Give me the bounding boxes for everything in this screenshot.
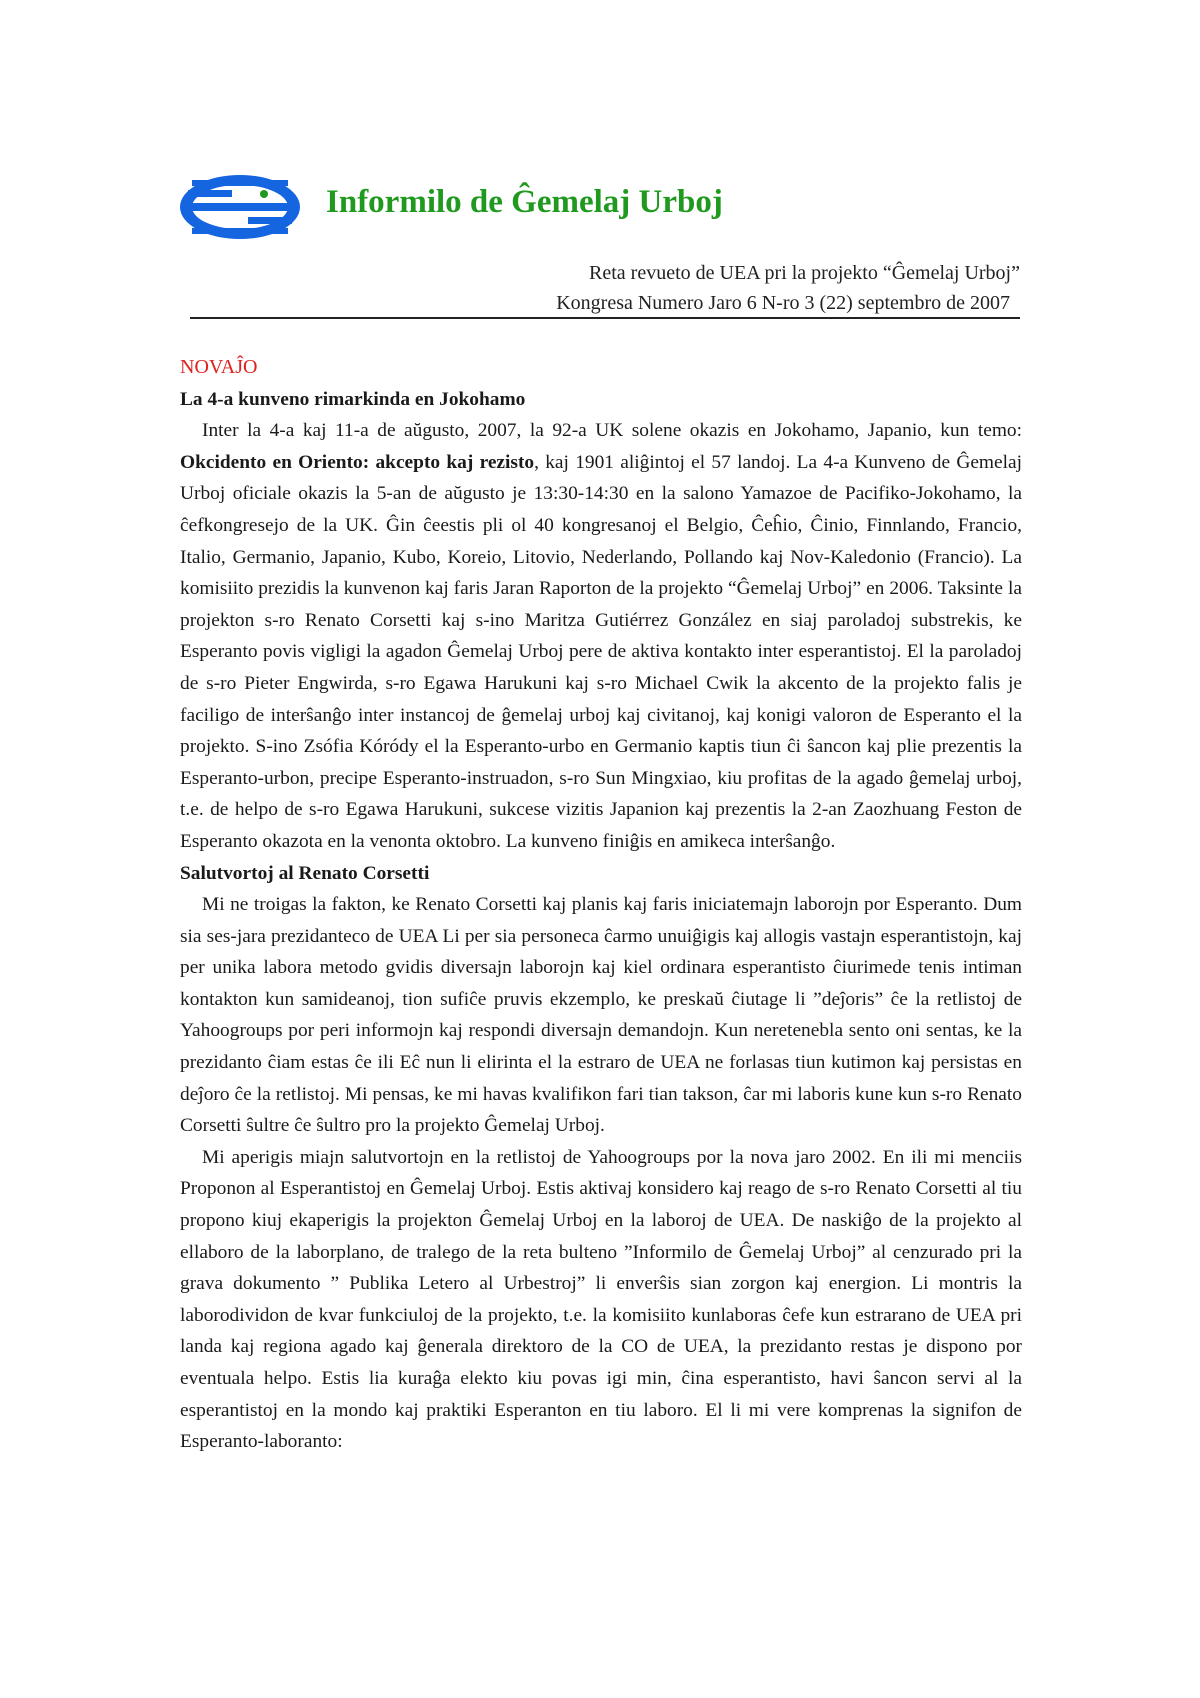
- paragraph-1-intro: Inter la 4-a kaj 11-a de aŭgusto, 2007, la 92-a UK solene okazis en Jokohamo, Japanio, kun temo:: [202, 420, 1022, 442]
- paragraph-2: Mi ne troigas la fakton, ke Renato Corsetti kaj planis kaj faris iniciatemajn laborojn por Esperanto. Dum sia ses-jara prezidanteco de UEA Li per sia personeca ĉarmo unuiĝigis kaj allogis vastajn esperantistojn, kaj per unika labora metodo gvidis diversajn laborojn kaj kiel ordinara esperantisto ĉiurimede tenis intiman kontakton kun samideanoj, tion sufiĉe pruvis ekzemplo, ke preskaŭ ĉiutage li ”deĵoris” ĉe la retlistoj de Yahoogroups por peri informojn kaj respondi diversajn demandojn. Kun neretenebla sento oni sentas, ke la prezidanto ĉiam estas ĉe ili Eĉ nun li elirinta el la estraro de UEA ne forlasas tiun kutimon kaj persistas en deĵoro ĉe la retlistoj. Mi pensas, ke mi havas kvalifikon fari tian takson, ĉar mi laboris kune kun s-ro Renato Corsetti ŝultre ĉe ŝultro pro la projekto Ĝemelaj Urboj.: [180, 894, 1022, 1137]
- paragraph-1-rest: , kaj 1901 aliĝintoj el 57 landoj. La 4-a Kunveno de Ĝemelaj Urboj oficiale okazis la 5-an de aŭgusto je 13:30-14:30 en la salono Yamazoe de Pacifiko-Jokohamo, la ĉefkongresejo de la UK. Ĝin ĉeestis pli ol 40 kongresanoj el Belgio, Ĉeĥio, Ĉinio, Finnlando, Francio, Italio, Germanio, Japanio, Kubo, Koreio, Litovio, Nederlando, Pollando kaj Nov-Kaledonio (Francio). La komisiito prezidis la kunvenon kaj faris Jaran Raporton de la projekto “Ĝemelaj Urboj” en 2006. Taksinte la projekton s-ro Renato Corsetti kaj s-ino Maritza Gutiérrez González en siaj paroladoj substrekis, ke Esperanto povis vigligi la agadon Ĝemelaj Urboj pere de aktiva kontakto inter esperantistoj. El la paroladoj de s-ro Pieter Engwirda, s-ro Egawa Harukuni kaj s-ro Michael Cwik la akcento de la projekto falis je faciligo de interŝanĝo inter instancoj de ĝemelaj urboj kaj civitanoj, kaj konigi valoron de Esperanto el la projekto. S-ino Zsófia Kóródy el la Esperanto-urbo en Germanio kaptis tiun ĉi ŝancon kaj plie prezentis la Esperanto-urbon, precipe Esperanto-instruadon, s-ro Sun Mingxiao, kiu profitas de la agado ĝemelaj urboj, t.e. de helpo de s-ro Egawa Harukuni, sukcese vizitis Japanion kaj prezentis la 2-an Zaozhuang Feston de Esperanto okazota en la venonta oktobro. La kunveno finiĝis en amikeca interŝanĝo.: [180, 451, 1023, 852]
- issue-info: Kongresa Numero Jaro 6 N-ro 3 (22) septembro de 2007: [556, 292, 1010, 314]
- header-divider: [190, 317, 1020, 319]
- congress-theme: Okcidento en Oriento: akcepto kaj rezisto: [180, 451, 535, 473]
- article-heading-1: La 4-a kunveno rimarkinda en Jokohamo: [180, 388, 526, 410]
- newsletter-title: Informilo de Ĝemelaj Urboj: [326, 184, 723, 220]
- masthead: [178, 172, 1038, 242]
- paragraph-3: Mi aperigis miajn salutvortojn en la retlistoj de Yahoogroups por la nova jaro 2002. En ili mi menciis Proponon al Esperantistoj en Ĝemelaj Urboj. Estis aktivaj konsidero kaj reago de s-ro Renato Corsetti al tiu propono kiuj ekaperigis la projekton Ĝemelaj Urboj en la laboroj de UEA. De naskiĝo de la projekto al ellaboro de la laborplano, de tralego de la reta bulteno ”Informilo de Ĝemelaj Urboj” al cenzurado pri la grava dokumento ” Publika Letero al Urbestroj” li enverŝis sian zorgon kaj energion. Li montris la laborodividon de kvar funkciuloj de la projekto, t.e. la komisiito kunlaboras ĉefe kun estrarano de UEA pri landa kaj regiona agado kaj ĝenerala direktoro de la CO de UEA, la prezidanto restas je dispono por eventuala helpo. Estis lia kuraĝa elekto kiu povas igi min, ĉina esperantisto, havi ŝancon servi al la esperantistoj en la mondo kaj praktiki Esperanton en tiu laboro. El li mi vere komprenas la signifon de Esperanto-laboranto:: [180, 1146, 1022, 1453]
- newsletter-subtitle: Reta revueto de UEA pri la projekto “Ĝemelaj Urboj”: [589, 262, 1020, 284]
- section-label: NOVAĴO: [180, 356, 258, 378]
- uea-gemelaj-urboj-logo-icon: [178, 172, 302, 242]
- paragraph-1: [180, 415, 1022, 857]
- article-body: [180, 352, 1022, 1458]
- article-heading-2: Salutvortoj al Renato Corsetti: [180, 862, 430, 884]
